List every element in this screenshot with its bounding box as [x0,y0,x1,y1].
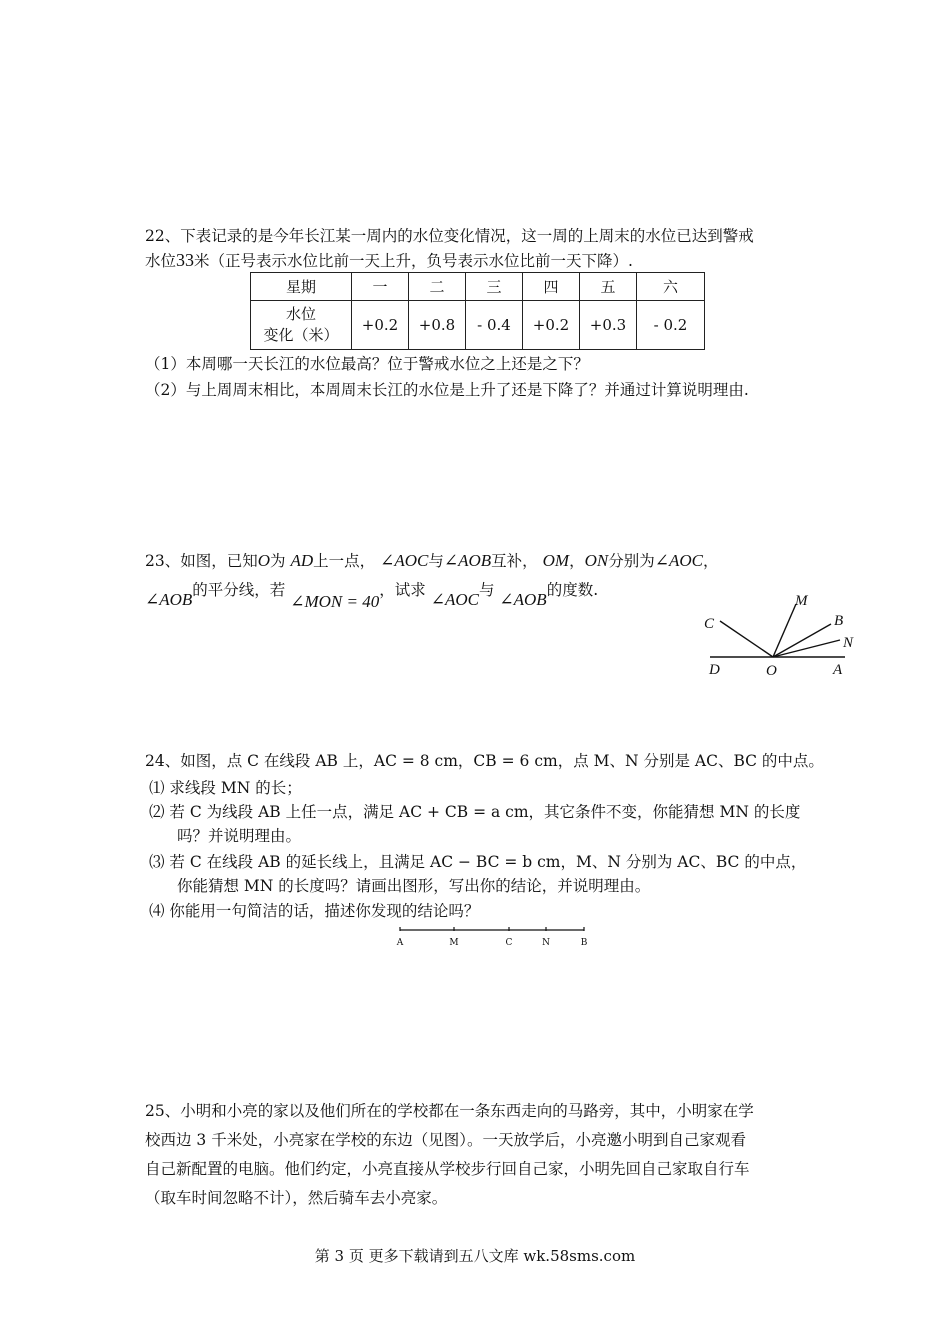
table-value: +0.2 [523,301,580,350]
seg-label-n: N [542,938,550,948]
q23-text: 上一点， [313,552,376,570]
table-value: - 0.4 [466,301,523,350]
q23-line2 [145,578,599,611]
ray-ob [773,624,831,657]
q23-text: ， [569,552,585,570]
q23-text: 与 [428,552,444,570]
table-day: 四 [523,273,580,301]
q22-sub2: （2）与上周周末相比，本周周末长江的水位是上升了还是下降了？并通过计算说明理由. [145,381,749,399]
q25-l4: （取车时间忽略不计），然后骑车去小亮家。 [145,1189,448,1207]
table-header-row [251,273,705,301]
row-label-line2: 变化（米） [263,326,339,344]
ray-om [773,604,796,657]
q23-line1 [145,549,718,573]
q24-line1: 24、如图，点 C 在线段 AB 上，AC = 8 cm，CB = 6 cm，点 M、N 分别是 AC、BC 的中点。 [145,752,824,770]
q23-text: 为 [270,552,286,570]
label-c: C [704,616,715,632]
q24-s3b: 你能猜想 MN 的长度吗？请画出图形，写出你的结论，并说明理由。 [177,877,651,895]
seg-label-m: M [449,938,459,948]
q22-line2-b: 米（正号表示水位比前一天上升，负号表示水位比前一天下降）. [194,252,633,270]
angle-aob: ∠AOB [145,590,193,609]
label-m: M [795,593,808,609]
label-b: B [834,613,844,629]
q25-l1: 25、小明和小亮的家以及他们所在的学校都在一条东西走向的马路旁，其中，小明家在学 [145,1102,754,1120]
segment-figure [392,925,592,951]
q22-level-value: 33 [176,250,195,270]
table-day: 五 [580,273,637,301]
table-day: 三 [466,273,523,301]
angle-aob: ∠AOB [499,590,547,609]
q23-text: 分别为 [608,552,655,570]
row-label-line1: 水位 [285,305,316,323]
line-ad: AD [290,551,314,570]
angle-aoc: ∠AOC [380,551,429,570]
table-head-label: 星期 [251,273,352,301]
q23-prefix: 23、如图，已知 [145,552,258,570]
table-value: +0.3 [580,301,637,350]
q23-text: ， [702,552,719,570]
ray-oc [720,621,773,657]
q22-line1: 22、下表记录的是今年长江某一周内的水位变化情况，这一周的上周末的水位已达到警戒 [145,227,754,245]
q22-line2-a: 水位 [145,252,177,270]
label-o: O [766,663,777,679]
q25-l2: 校西边 3 千米处，小亮家在学校的东边（见图）。一天放学后，小亮邀小明到自己家观看 [145,1131,746,1149]
label-n: N [843,635,854,651]
table-row-label [251,301,352,350]
angle-mon: ∠MON = 40 [290,592,380,611]
angle-aob: ∠AOB [443,551,492,570]
angle-figure [700,588,870,683]
point-o: O [257,551,271,570]
q24-s2b: 吗？并说明理由。 [177,827,302,845]
label-d: D [709,662,720,678]
ray-om: OM [542,551,570,570]
table-value: +0.2 [352,301,409,350]
q25-l3: 自己新配置的电脑。他们约定，小亮直接从学校步行回自己家，小明先回自己家取自行车 [145,1160,750,1178]
table-day: 一 [352,273,409,301]
q23-text: 与 [478,581,495,599]
q23-text: 互补， [491,552,538,570]
angle-aoc: ∠AOC [430,590,479,609]
q22-line2 [145,248,633,273]
q24-s4: ⑷ 你能用一句简洁的话，描述你发现的结论吗？ [149,902,480,920]
q23-text: 的度数. [546,581,599,599]
q24-s3a: ⑶ 若 C 在线段 AB 的延长线上，且满足 AC − BC = b cm，M、N 分别为 AC、BC 的中点， [149,853,807,871]
seg-label-b: B [580,938,588,948]
seg-label-a: A [396,938,404,948]
water-level-table [250,272,705,350]
q23-text: 的平分线，若 [192,581,286,599]
angle-aoc: ∠AOC [654,551,703,570]
ray-on [773,640,840,657]
table-value: - 0.2 [637,301,705,350]
q24-s1: ⑴ 求线段 MN 的长； [149,779,302,797]
label-a: A [833,662,843,678]
table-value-row [251,301,705,350]
q24-s2a: ⑵ 若 C 为线段 AB 上任一点，满足 AC + CB = a cm，其它条件不变，你能猜想 MN 的长度 [149,803,801,821]
q22-sub1: （1）本周哪一天长江的水位最高？位于警戒水位之上还是之下？ [145,355,589,373]
ray-on: ON [584,551,609,570]
table-day: 六 [637,273,705,301]
page-footer: 第 3 页 更多下载请到五八文库 wk.58sms.com [314,1247,636,1265]
q23-text: ，试求 [379,581,426,599]
table-day: 二 [409,273,466,301]
table-value: +0.8 [409,301,466,350]
seg-label-c: C [505,938,513,948]
